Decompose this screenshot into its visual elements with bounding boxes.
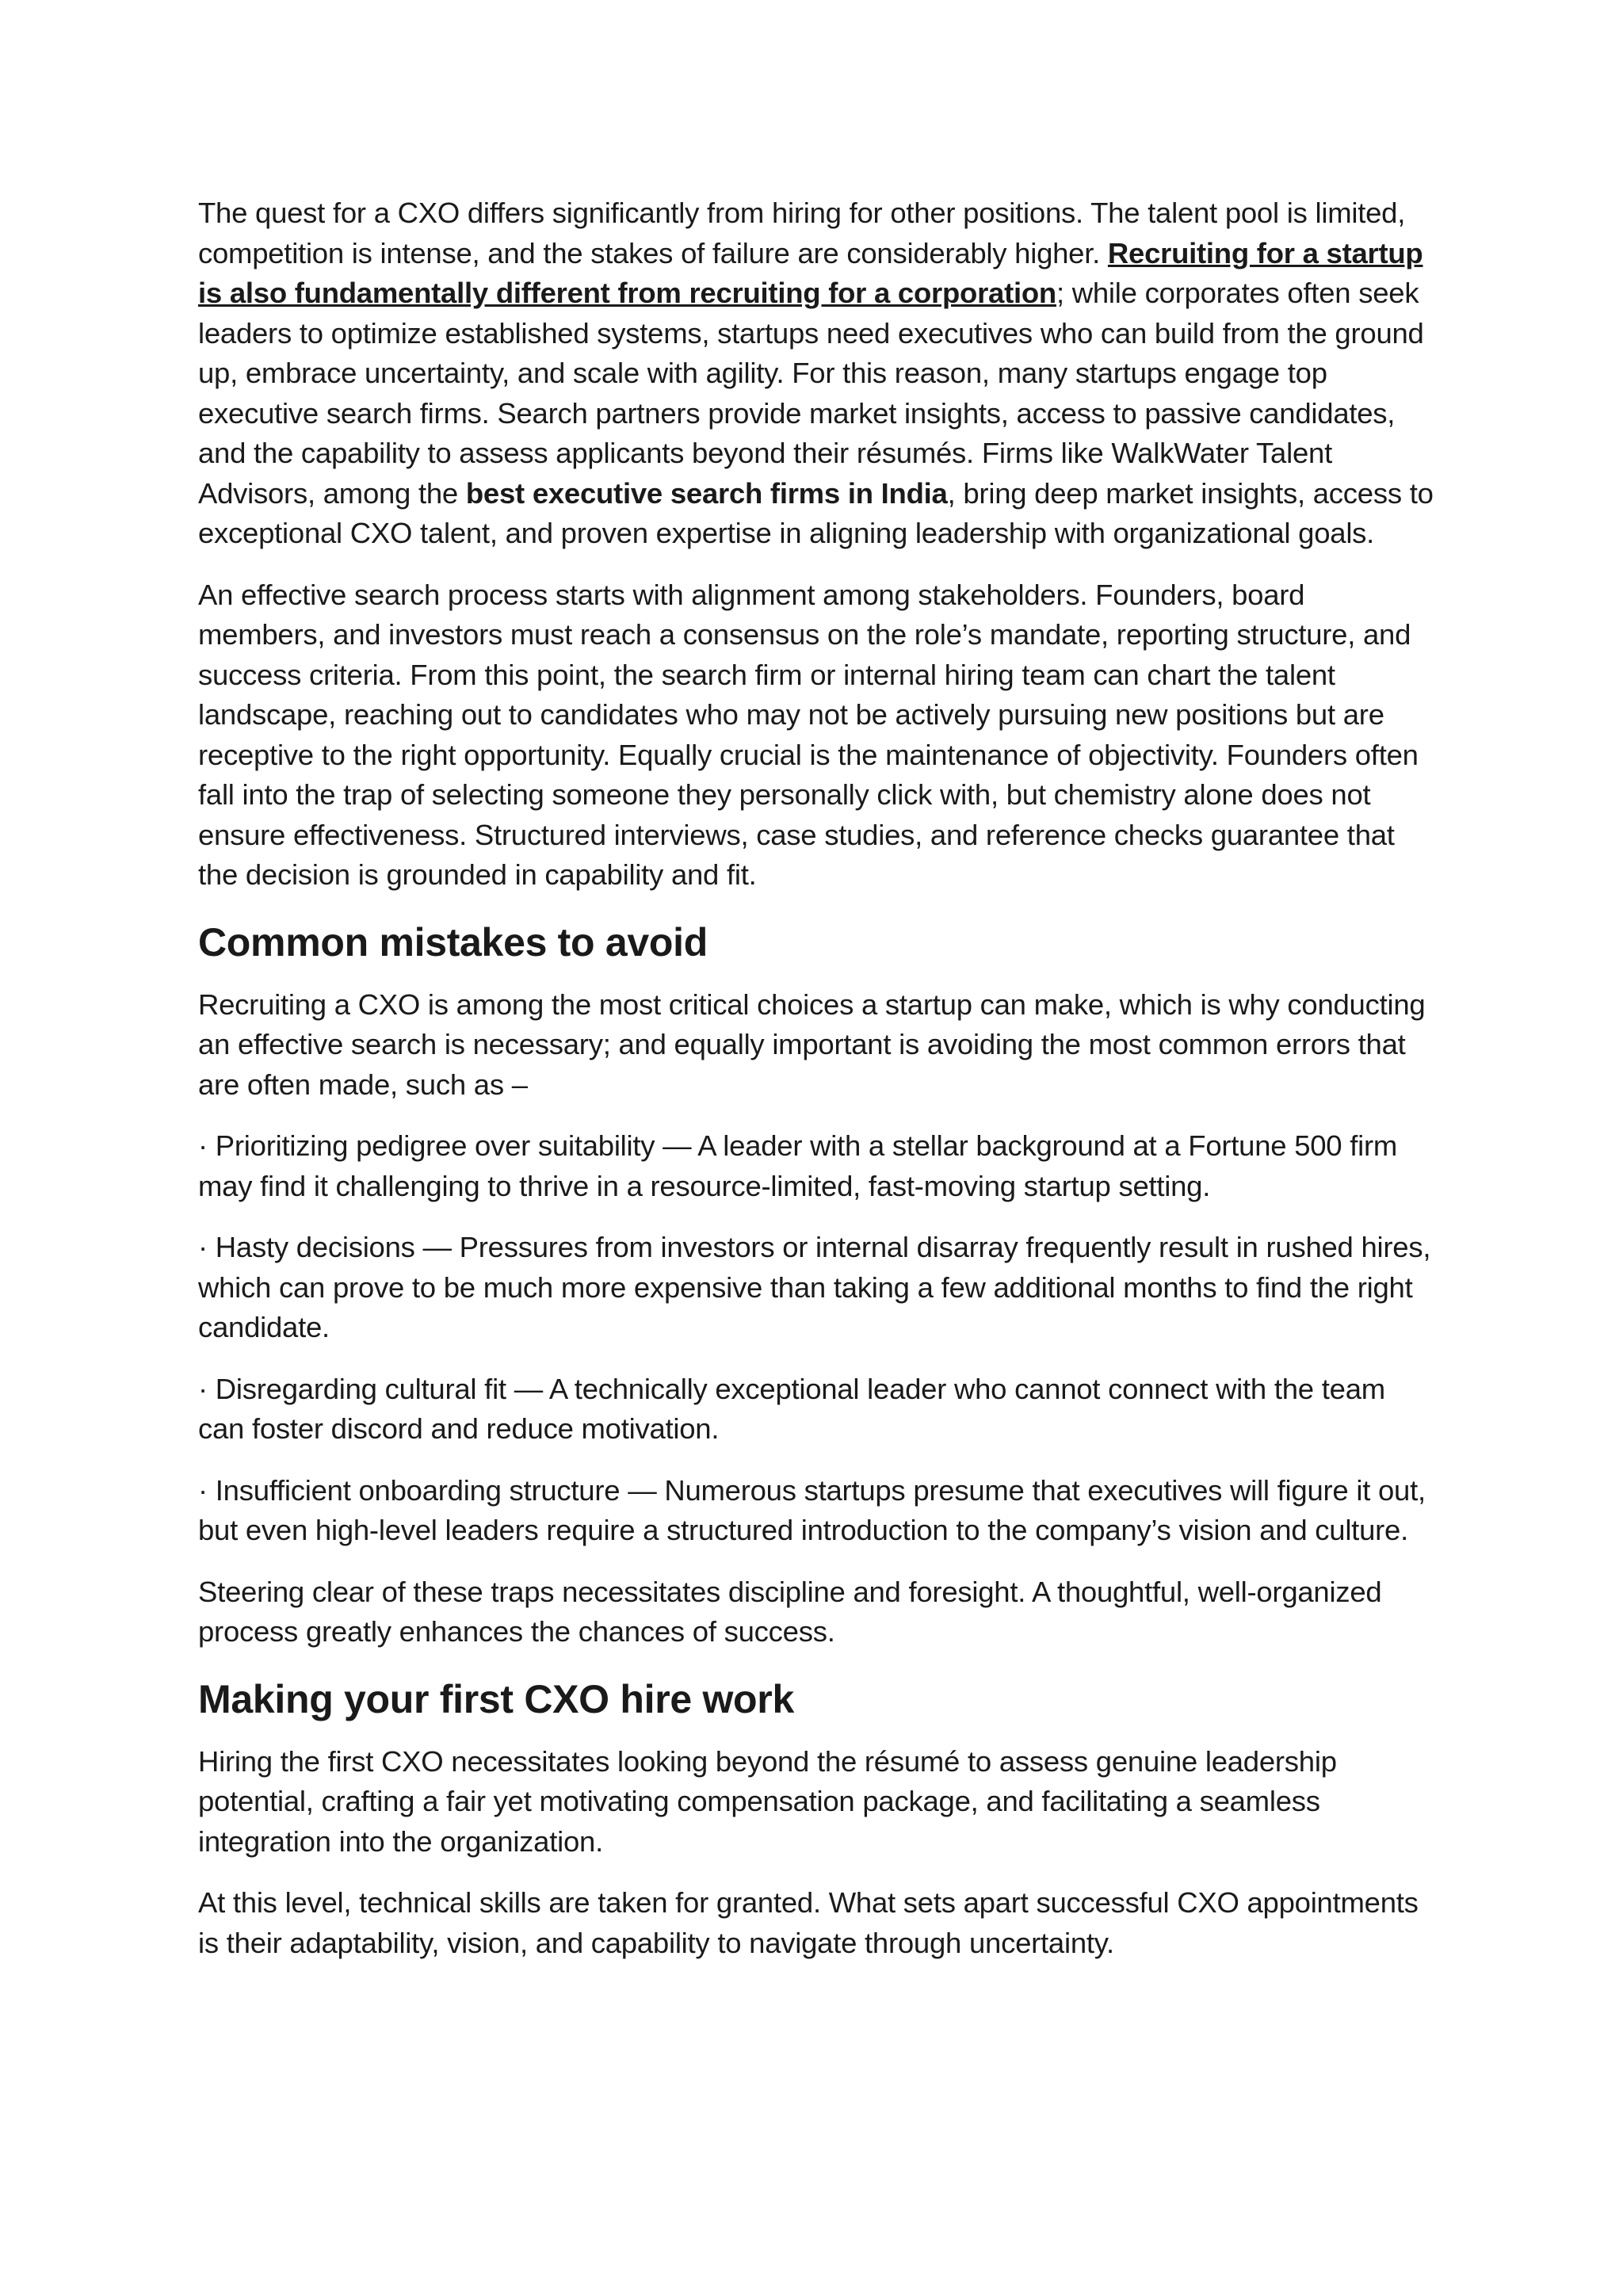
mistakes-closing-paragraph: Steering clear of these traps necessitates discipline and foresight. A thoughtful, well-organized process greatly enhances the chances of success. [198,1575,1382,1648]
first-hire-paragraph-2: At this level, technical skills are taken for granted. What sets apart successful CXO appointments is their adaptability, vision, and capability to navigate through uncertainty. [198,1886,1419,1959]
mistake-item-onboarding: · Insufficient onboarding structure — Numerous startups presume that executives will figure it out, but even high-level leaders require a structured introduction to the company’s vision and culture. [198,1473,1426,1546]
mistakes-heading: Common mistakes to avoid [198,919,708,965]
mistake-item-pedigree: · Prioritizing pedigree over suitability — A leader with a stellar background at a Fortune 500 firm may find it challenging to thrive in a resource-limited, fast-moving startup setting. [198,1129,1398,1202]
first-hire-paragraph-1: Hiring the first CXO necessitates looking beyond the résumé to assess genuine leadership potential, crafting a fair yet motivating compensation package, and facilitating a seamless integration into the organization. [198,1744,1337,1858]
document-body [198,193,1434,1963]
intro-text-end: , bring deep market insights, access to exceptional CXO talent, and proven expertise in aligning leadership with organizational goals. [198,476,1434,549]
mistake-item-hasty: · Hasty decisions — Pressures from investors or internal disarray frequently result in rushed hires, which can prove to be much more expensive than taking a few additional months to find the right candidate. [198,1231,1431,1343]
search-firms-keyword: best executive search firms in India [465,476,948,510]
intro-text-middle: ; while corporates often seek leaders to optimize established systems, startups need executives who can build from the ground up, embrace uncertainty, and scale with agility. For this reason, many startups engage top executive search firms. Search partners provide market insights, access to passive candidates, and the capability to assess applicants beyond their résumés. Firms like WalkWater Talent Advisors, among the [198,277,1424,510]
mistake-item-cultural-fit: · Disregarding cultural fit — A technically exceptional leader who cannot connect with the team can foster discord and reduce motivation. [198,1372,1385,1445]
intro-text-start: The quest for a CXO differs significantly from hiring for other positions. The talent pool is limited, competition is intense, and the stakes of failure are considerably higher. [198,197,1406,269]
mistakes-intro-paragraph: Recruiting a CXO is among the most critical choices a startup can make, which is why conducting an effective search is necessary; and equally important is avoiding the most common errors that are often made, such as – [198,988,1426,1101]
intro-paragraph [198,193,1434,554]
search-process-paragraph: An effective search process starts with alignment among stakeholders. Founders, board members, and investors must reach a consensus on the role’s mandate, reporting structure, and success criteria. From this point, the search firm or internal hiring team can chart the talent landscape, reaching out to candidates who may not be actively pursuing new positions but are receptive to the right opportunity. Equally crucial is the maintenance of objectivity. Founders often fall into the trap of selecting someone they personally click with, but chemistry alone does not ensure effectiveness. Structured interviews, case studies, and reference checks guarantee that the decision is grounded in capability and fit. [198,578,1419,891]
first-hire-heading: Making your first CXO hire work [198,1676,794,1721]
recruiting-startup-link[interactable]: Recruiting for a startup is also fundamentally different from recruiting for a corporation [198,236,1423,309]
